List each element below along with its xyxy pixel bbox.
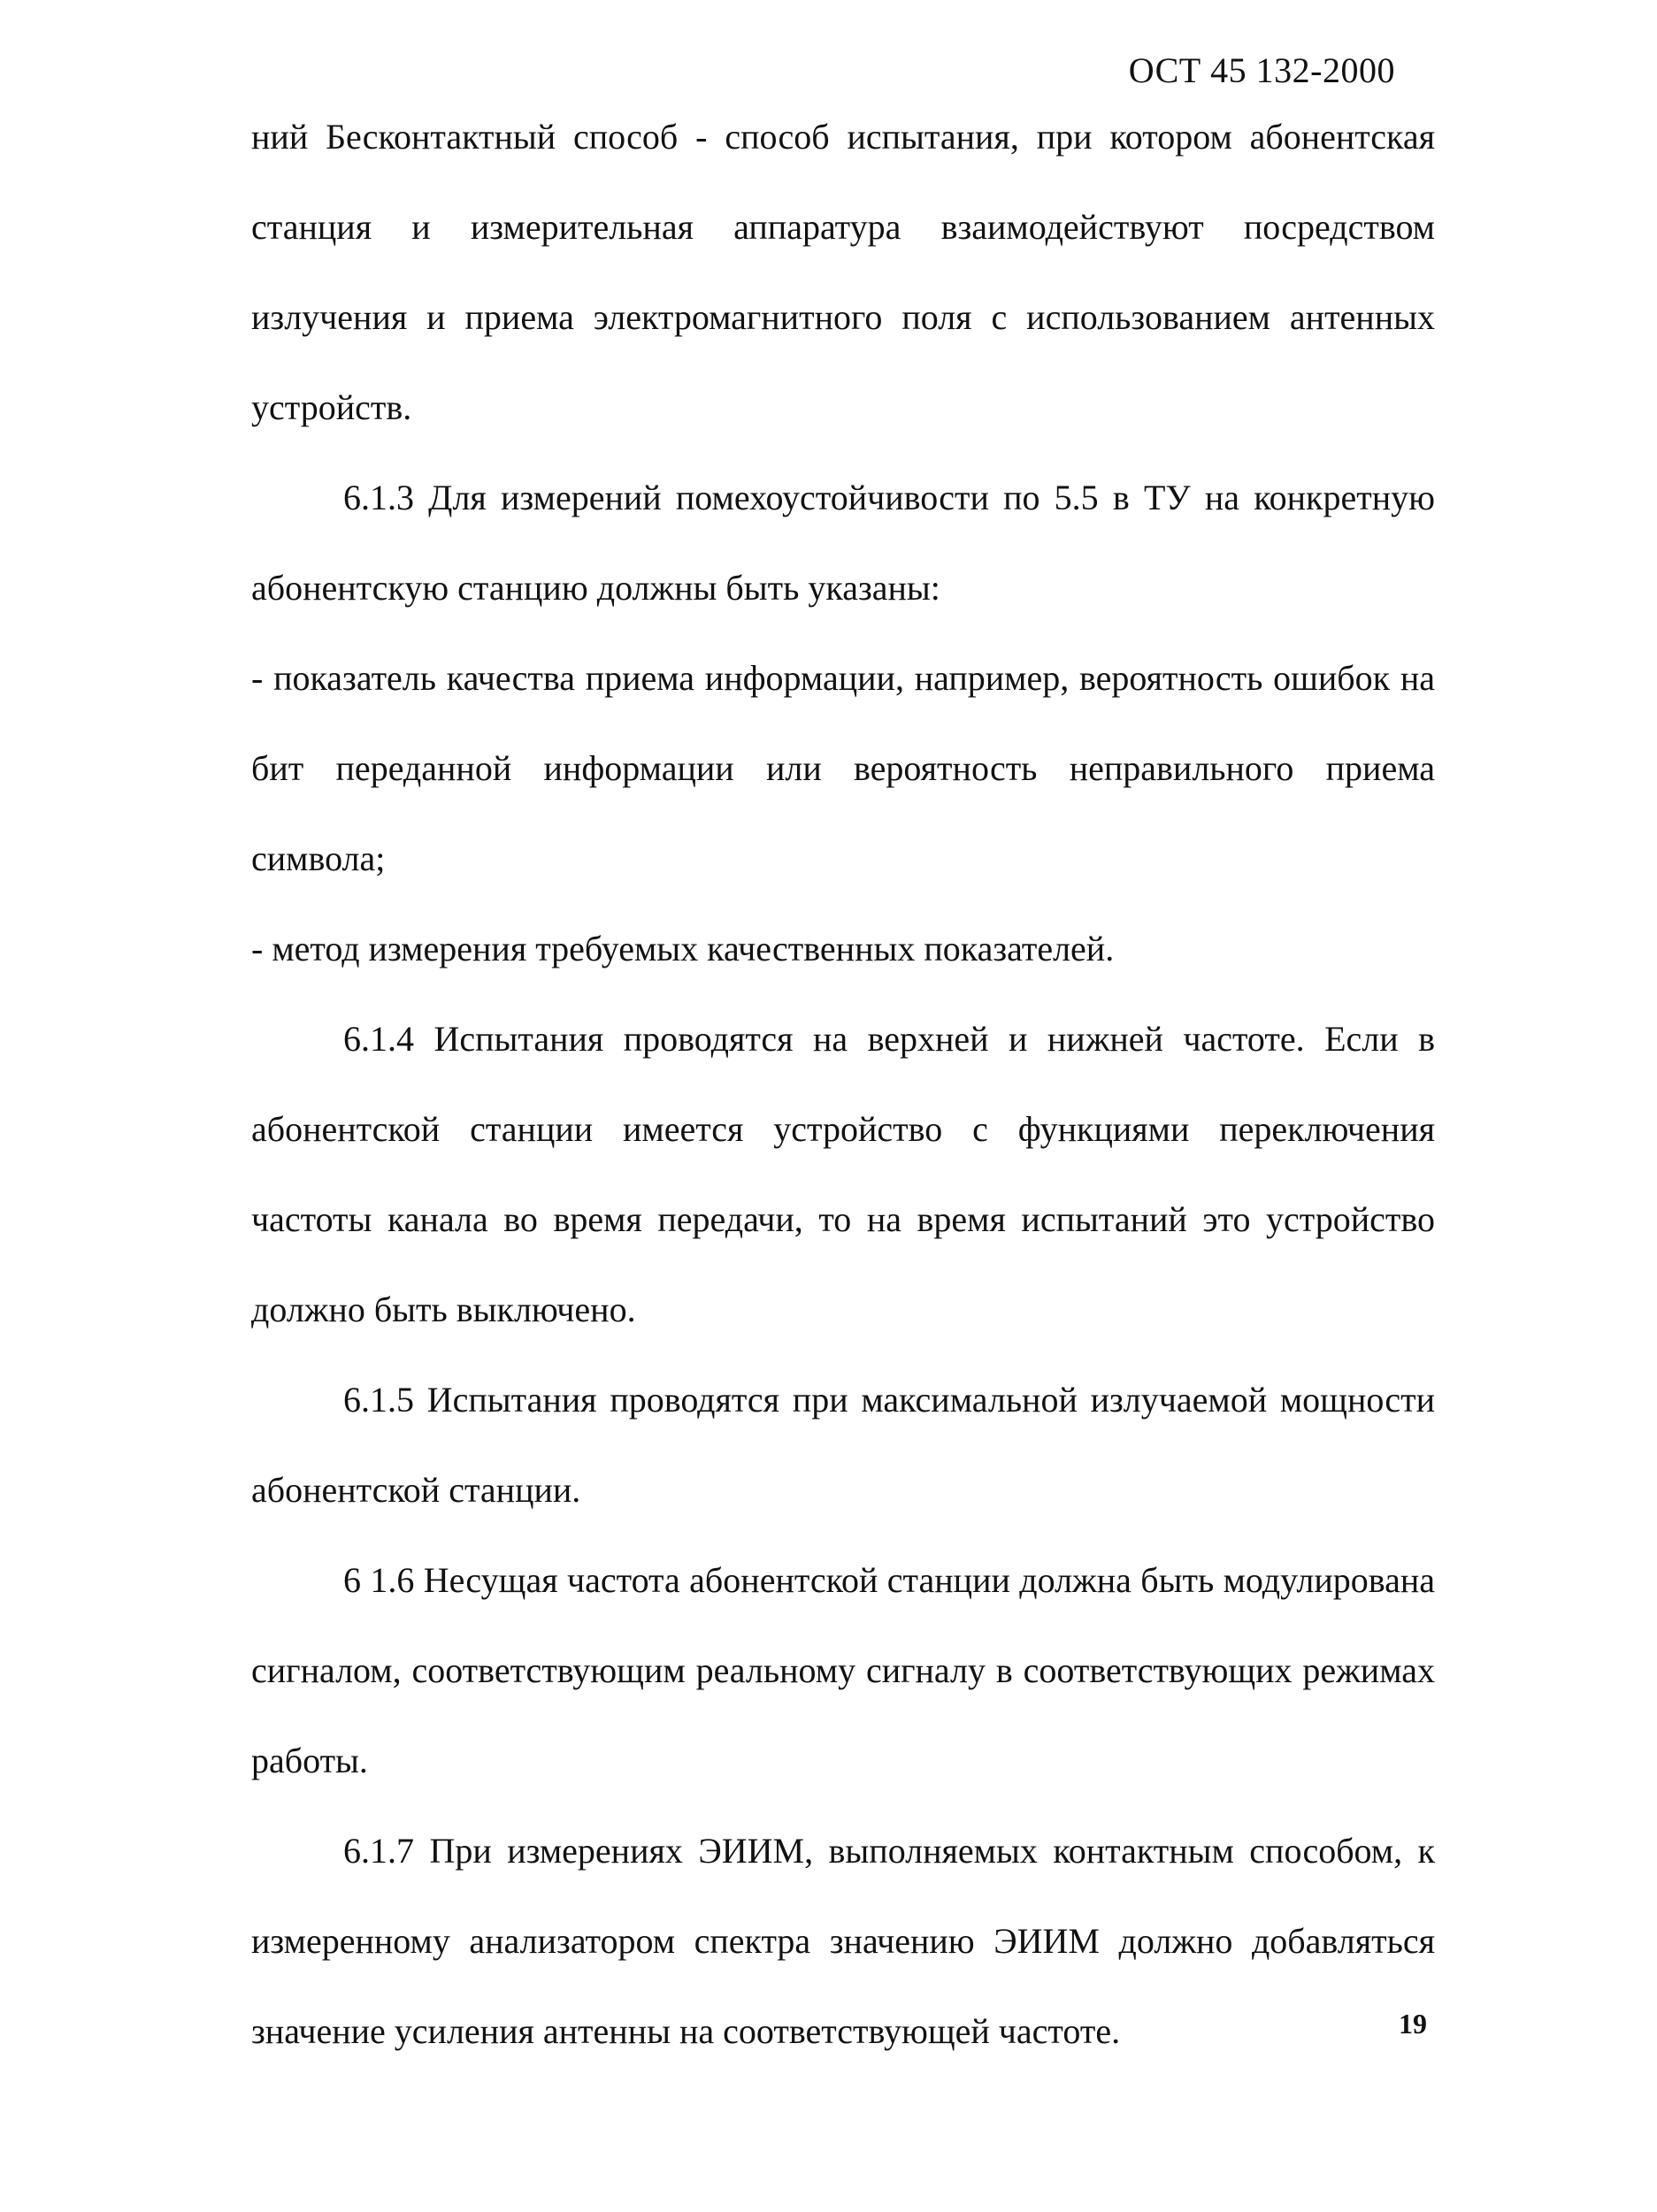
paragraph-6-1-7: 6.1.7 При измерениях ЭИИМ, выполняемых контактным способом, к измеренному анализатором спектра значению ЭИИМ должно добавляться значение усиления антенны на соответствующей частоте. (251, 1831, 1435, 2051)
paragraph-6-1-6: 6 1.6 Несущая частота абонентской станции должна быть модулирована сигналом, соответствующим реальному сигналу в соответствующих режимах работы. (251, 1560, 1435, 1780)
paragraph-6-1-4: 6.1.4 Испытания проводятся на верхней и нижней частоте. Если в абонентской станции имеется устройство с функциями переключения частоты канала во время передачи, то на время испытаний это устройство должно быть выключено. (251, 1019, 1435, 1329)
list-item-measurement-method: - метод измерения требуемых качественных показателей. (251, 929, 1115, 968)
document-code-header: ОСТ 45 132-2000 (1128, 50, 1395, 90)
paragraph-6-1-3: 6.1.3 Для измерений помехоустойчивости по 5.5 в ТУ на конкретную абонентскую станцию должны быть указаны: (251, 478, 1435, 608)
paragraph-6-1-5: 6.1.5 Испытания проводятся при максимальной излучаемой мощности абонентской станции. (251, 1380, 1435, 1510)
document-body (251, 92, 1435, 2077)
paragraph-contactless-method: ний Бесконтактный способ - способ испытания, при котором абонентская станция и измерительная аппаратура взаимодействуют посредством излучения и приема электромагнитного поля с использованием антенных устройств. (251, 117, 1435, 427)
page-number: 19 (1399, 2008, 1427, 2040)
list-item-reception-quality: - показатель качества приема информации, например, вероятность ошибок на бит переданной информации или вероятность неправильного приема символа; (251, 658, 1435, 878)
